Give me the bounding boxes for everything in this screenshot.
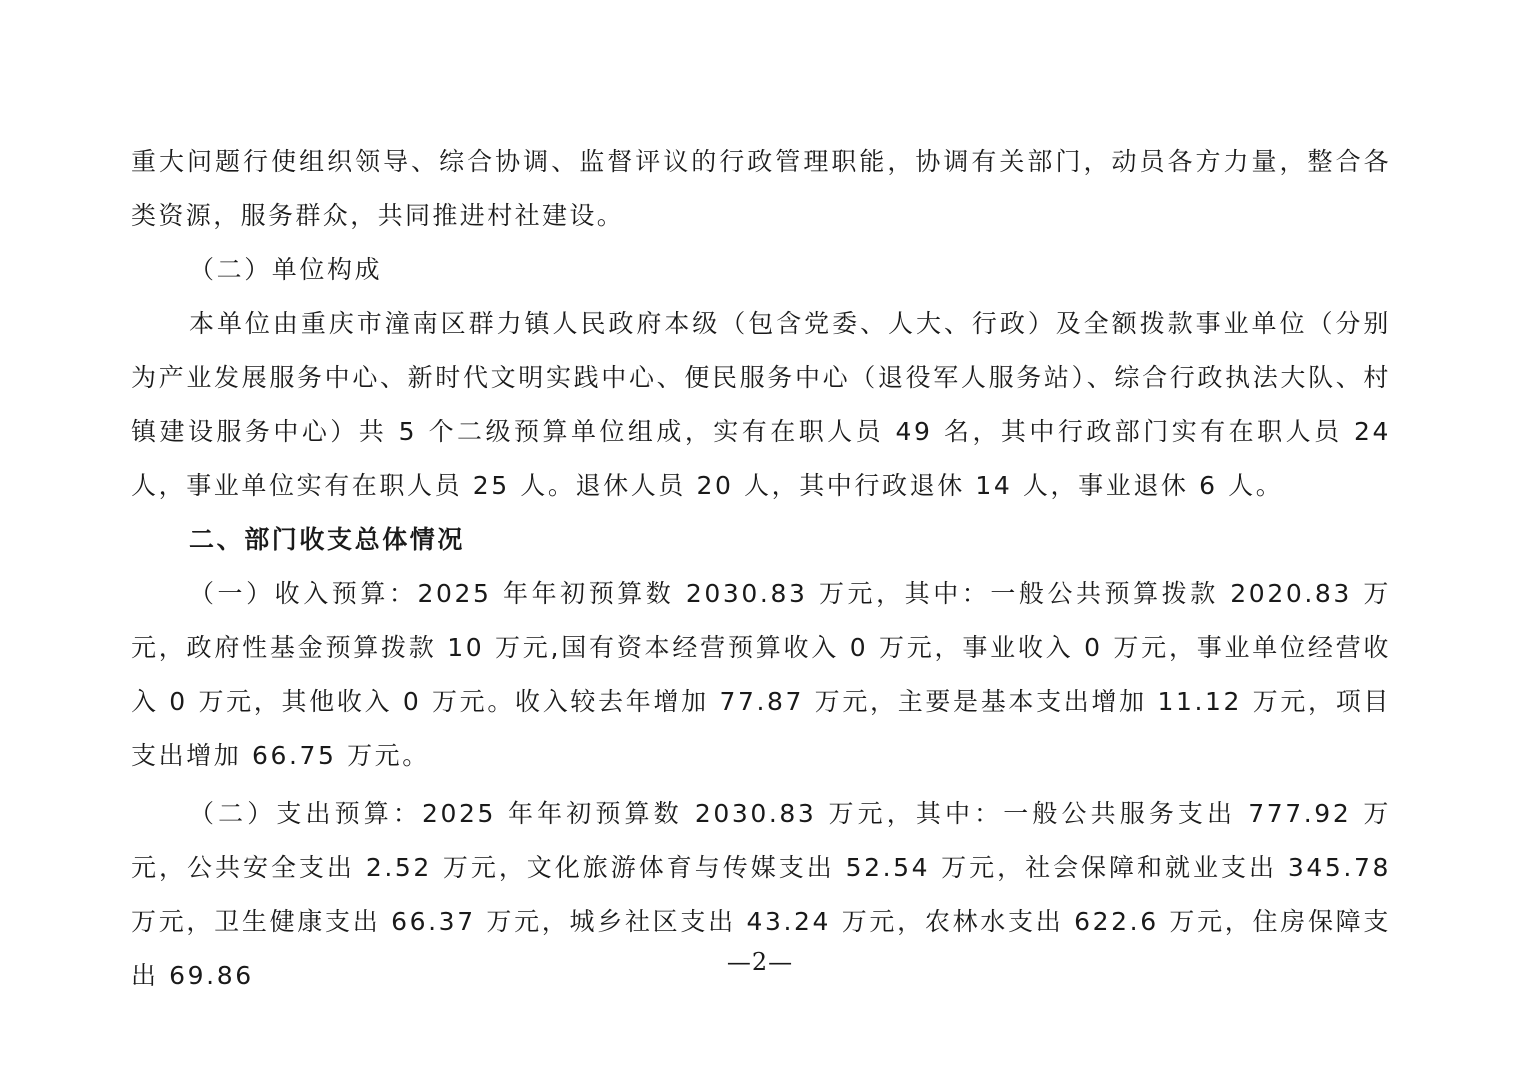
section-heading-budget-overview: 二、部门收支总体情况	[189, 525, 466, 554]
document-body	[131, 135, 1391, 1003]
page-number: —2—	[726, 948, 794, 976]
paragraph-unit-composition: 本单位由重庆市潼南区群力镇人民政府本级（包含党委、人大、行政）及全额拨款事业单位（分别为产业发展服务中心、新时代文明实践中心、便民服务中心（退役军人服务站）、综合行政执法大队、村镇建设服务中心）共 5 个二级预算单位组成，实有在职人员 49 名，其中行政部门实有在职人员 24 人，事业单位实有在职人员 25 人。退休人员 20 人，其中行政退休 14 人，事业退休 6 人。	[131, 309, 1391, 500]
paragraph-duties-continuation: 重大问题行使组织领导、综合协调、监督评议的行政管理职能，协调有关部门，动员各方力量，整合各类资源，服务群众，共同推进村社建设。	[131, 147, 1391, 230]
section-heading-unit-composition: （二）单位构成	[189, 255, 383, 284]
paragraph-income-budget: （一）收入预算：2025 年年初预算数 2030.83 万元，其中：一般公共预算拨款 2020.83 万元，政府性基金预算拨款 10 万元,国有资本经营预算收入 0 万元，事业收入 0 万元，事业单位经营收入 0 万元，其他收入 0 万元。收入较去年增加 77.87 万元，主要是基本支出增加 11.12 万元，项目支出增加 66.75 万元。	[131, 579, 1391, 770]
paragraph-expenditure-budget: （二）支出预算：2025 年年初预算数 2030.83 万元，其中：一般公共服务支出 777.92 万元，公共安全支出 2.52 万元，文化旅游体育与传媒支出 52.54 万元，社会保障和就业支出 345.78 万元，卫生健康支出 66.37 万元，城乡社区支出 43.24 万元，农林水支出 622.6 万元，住房保障支出 69.86	[131, 799, 1391, 990]
